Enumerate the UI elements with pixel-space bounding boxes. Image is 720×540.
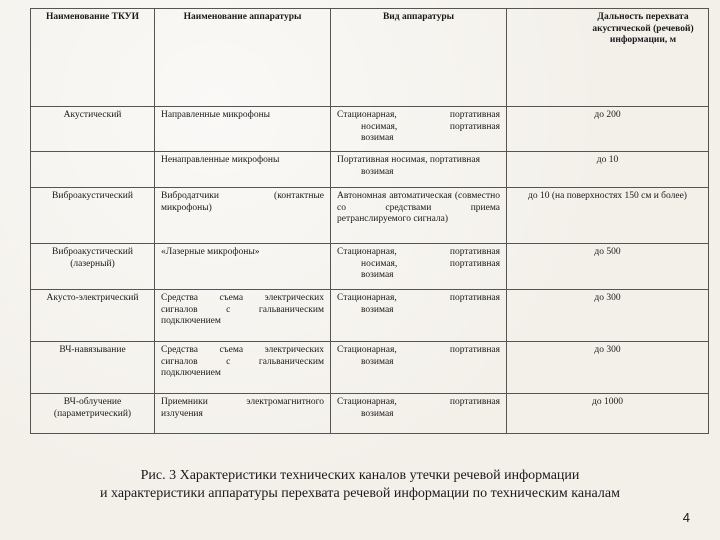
figure-caption xyxy=(0,467,720,503)
cell-channel: ВЧ-навязывание xyxy=(31,342,155,394)
table-row xyxy=(31,244,709,290)
header-device: Наименование аппаратуры xyxy=(155,9,331,107)
cell-range: до 200 xyxy=(507,107,709,152)
table-container xyxy=(30,8,708,434)
cell-channel: ВЧ-облучение (параметрический) xyxy=(31,394,155,434)
header-channel: Наименование ТКУИ xyxy=(31,9,155,107)
cell-device: Ненаправленные микрофоны xyxy=(155,152,331,188)
cell-device: Вибродатчики (контактные микрофоны) xyxy=(155,188,331,244)
cell-channel xyxy=(31,152,155,188)
cell-range: до 300 xyxy=(507,342,709,394)
cell-range: до 300 xyxy=(507,290,709,342)
cell-kind: Портативная носимая, портативная возимая xyxy=(331,152,507,188)
caption-line-2: и характеристики аппаратуры перехвата речевой информации по техническим каналам xyxy=(100,486,620,501)
table-row xyxy=(31,394,709,434)
cell-device: Средства съема электрических сигналов с гальваническим подключением xyxy=(155,290,331,342)
table-row xyxy=(31,290,709,342)
cell-kind: Стационарная, портативная возимая xyxy=(331,290,507,342)
cell-channel: Акусто-электрический xyxy=(31,290,155,342)
header-range: Дальность перехвата акустической (речевой) информации, м xyxy=(507,9,709,107)
page-number: 4 xyxy=(682,510,690,525)
cell-range: до 10 (на поверхностях 150 см и более) xyxy=(507,188,709,244)
cell-range: до 10 xyxy=(507,152,709,188)
cell-kind: Стационарная, портативная носимая, портативная возимая xyxy=(331,244,507,290)
caption-line-1: Рис. 3 Характеристики технических каналов утечки речевой информации xyxy=(140,468,580,483)
cell-channel: Виброакустический xyxy=(31,188,155,244)
cell-channel: Акустический xyxy=(31,107,155,152)
cell-kind: Стационарная, портативная носимая, портативная возимая xyxy=(331,107,507,152)
cell-device: Направленные микрофоны xyxy=(155,107,331,152)
characteristics-table xyxy=(30,8,709,434)
cell-kind: Стационарная, портативная возимая xyxy=(331,394,507,434)
cell-device: «Лазерные микрофоны» xyxy=(155,244,331,290)
table-row xyxy=(31,188,709,244)
cell-kind: Стационарная, портативная возимая xyxy=(331,342,507,394)
cell-device: Средства съема электрических сигналов с гальваническим подключением xyxy=(155,342,331,394)
cell-range: до 500 xyxy=(507,244,709,290)
header-kind: Вид аппаратуры xyxy=(331,9,507,107)
table-row xyxy=(31,107,709,152)
cell-range: до 1000 xyxy=(507,394,709,434)
cell-device: Приемники электромагнитного излучения xyxy=(155,394,331,434)
cell-kind: Автономная автоматическая (совместно со средствами приема ретранслируемого сигнала) xyxy=(331,188,507,244)
cell-channel: Виброакустический (лазерный) xyxy=(31,244,155,290)
table-row xyxy=(31,342,709,394)
table-row xyxy=(31,152,709,188)
table-header-row xyxy=(31,9,709,107)
